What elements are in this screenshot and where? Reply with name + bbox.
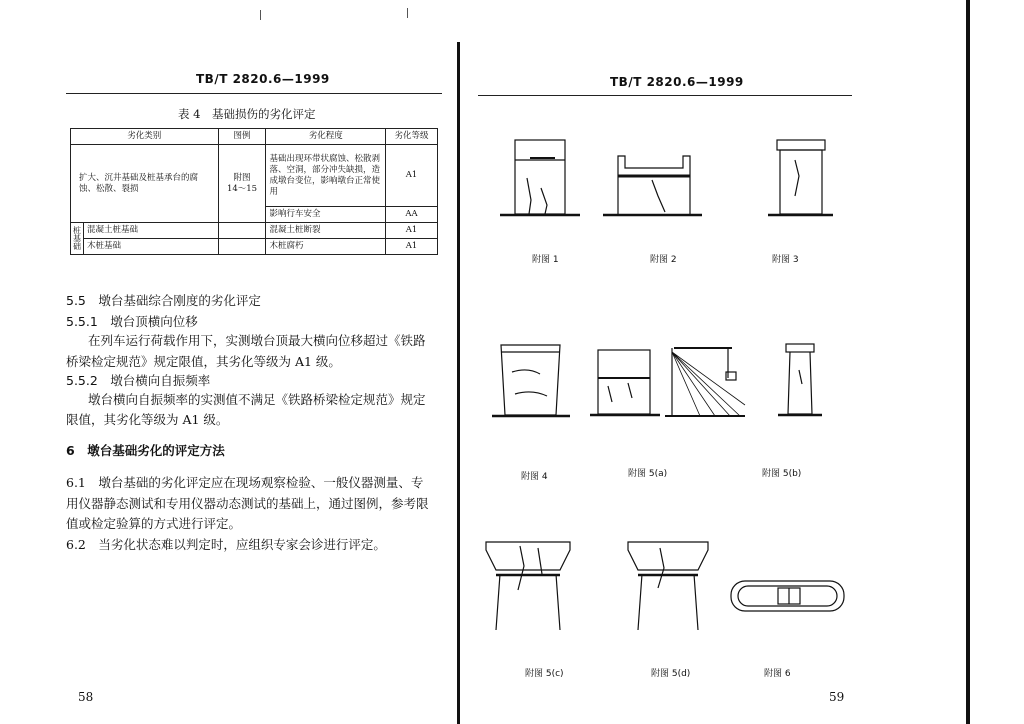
table-header-cell: 图例 (218, 129, 266, 145)
legend-line: 附图 (233, 172, 251, 183)
table-cell-grade: A1 (386, 145, 438, 207)
right-page-header: TB/T 2820.6—1999 (610, 75, 744, 89)
figure-4-drawing (492, 345, 570, 416)
table-header-cell: 劣化程度 (266, 129, 386, 145)
figure-caption: 附图 4 (521, 472, 548, 482)
paragraph-line: 值或检定验算的方式进行评定。 (66, 516, 242, 531)
table-cell-degree: 影响行车安全 (266, 207, 386, 223)
table-header-cell: 劣化类别 (71, 129, 219, 145)
section-5-5: 5.5 墩台基础综合刚度的劣化评定 (66, 293, 261, 308)
table-title: 表 4 基础损伤的劣化评定 (178, 107, 316, 121)
table-cell-category: 扩大、沉井基础及桩基承台的腐蚀、松散、裂损 (71, 145, 219, 223)
figure-caption: 附图 2 (650, 255, 677, 265)
figure-2-drawing (603, 156, 702, 215)
figure-caption: 附图 1 (532, 255, 559, 265)
section-6: 6 墩台基础劣化的评定方法 (66, 443, 225, 458)
figure-5b-drawing-left (665, 348, 745, 416)
paragraph-line: 桥梁检定规范》规定限值，其劣化等级为 A1 级。 (66, 354, 341, 369)
table-cell-degree: 基础出现环带状腐蚀、松散剥落、空洞，部分冲失缺损，造成墩台变位，影响墩台正常使用 (266, 145, 386, 207)
paragraph-line: 用仪器静态测试和专用仪器动态测试的基础上，通过图例，参考限 (66, 496, 429, 511)
figure-5b-drawing-right (778, 344, 822, 415)
paragraph-line: 限值，其劣化等级为 A1 级。 (66, 412, 229, 427)
figure-caption: 附图 5(b) (762, 469, 802, 479)
left-page-header: TB/T 2820.6—1999 (196, 72, 330, 86)
table-cell-category: 木桩基础 (83, 239, 218, 255)
paragraph-line: 在列车运行荷载作用下，实测墩台顶最大横向位移超过《铁路 (88, 333, 426, 348)
table-cell-degree: 混凝土桩断裂 (266, 223, 386, 239)
section-5-5-2: 5.5.2 墩台横向自振频率 (66, 373, 211, 388)
right-page-number: 59 (829, 690, 845, 704)
figure-6-drawing (731, 581, 844, 611)
legend-line: 14～15 (226, 183, 258, 194)
figure-5a-drawing (590, 350, 660, 415)
figure-caption: 附图 6 (764, 669, 791, 679)
table-cell-grade: AA (386, 207, 438, 223)
figure-5c-drawing (486, 542, 570, 630)
paragraph-line: 墩台横向自振频率的实测值不满足《铁路桥梁检定规范》规定 (88, 392, 426, 407)
figure-3-drawing (768, 140, 833, 215)
figure-caption: 附图 3 (772, 255, 799, 265)
paragraph-line: 6.2 当劣化状态难以判定时，应组织专家会诊进行评定。 (66, 537, 386, 552)
table-cell-grade: A1 (386, 239, 438, 255)
figure-1-drawing (500, 140, 580, 215)
table-cell-grade: A1 (386, 223, 438, 239)
figure-caption: 附图 5(d) (651, 669, 691, 679)
table-cell-category: 混凝土桩基础 (83, 223, 218, 239)
table-cell-group: 桩基础 (71, 223, 84, 255)
figure-caption: 附图 5(a) (628, 469, 668, 479)
table-header-cell: 劣化等级 (386, 129, 438, 145)
figure-caption: 附图 5(c) (525, 669, 564, 679)
paragraph-line: 6.1 墩台基础的劣化评定应在现场观察检验、一般仪器测量、专 (66, 475, 424, 490)
figure-5d-drawing (628, 542, 708, 630)
section-5-5-1: 5.5.1 墩台顶横向位移 (66, 314, 198, 329)
left-page-number: 58 (78, 690, 94, 704)
table-cell-degree: 木桩腐朽 (266, 239, 386, 255)
